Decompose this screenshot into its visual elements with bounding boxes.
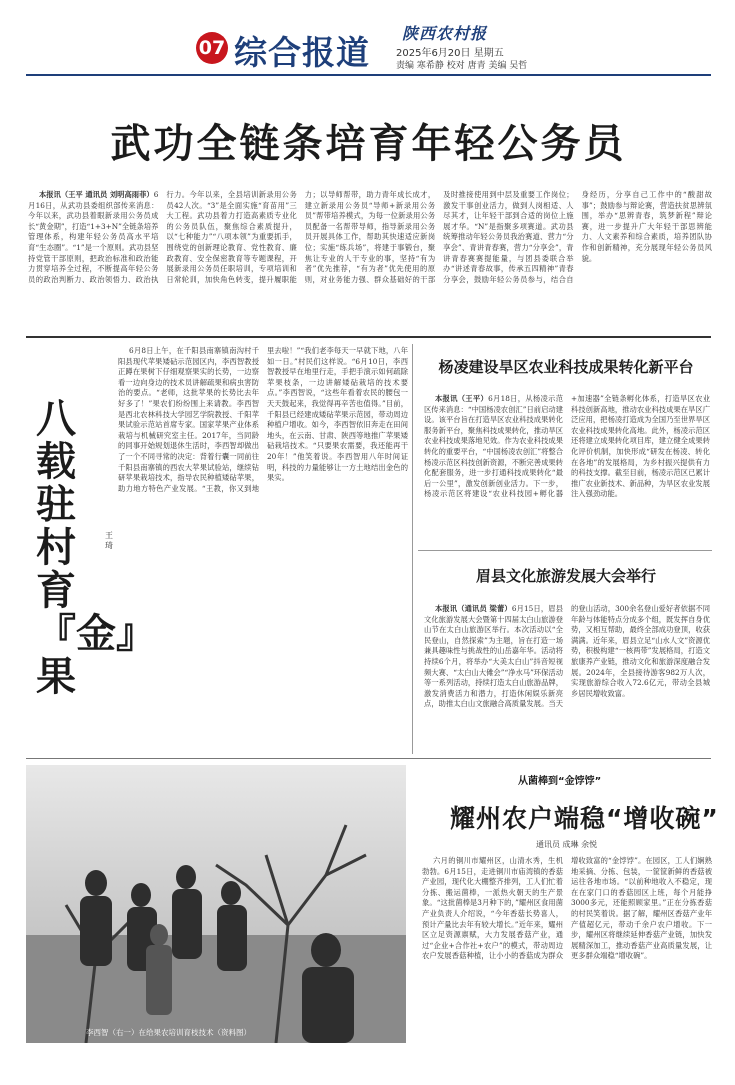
page-number-badge <box>196 32 228 64</box>
divider-right-1 <box>418 550 712 551</box>
yaozhou-body-text: 六月的铜川市耀州区，山清水秀，生机勃勃。6月15日，走进铜川市庙湾镇的香菇产业园，现代化大棚整齐排列，工人们忙着分拣、搬运菌棒，一派热火朝天的生产景象。“这批菌棒是3月种下的，”耀州区食用菌产业负责人介绍说，“今年香菇长势喜人，预计产量比去年有较大增长。”近年来，耀州区立足资源禀赋，大力发展香菇产业，通过“企业+合作社+农户”的模式，带动周边农户发展香菇种植，让小小的香菇成为群众增收致富的“金饽饽”。在园区，工人们娴熟地采摘、分拣、包装，一筐筐新鲜的香菇被运往各地市场。“以前种地收入不稳定，现在在家门口的香菇园区上班，每个月能挣3000多元，还能照顾家里。”正在分拣香菇的村民笑着说。据了解，耀州区香菇产业年产值超亿元，带动千余户农户增收。下一步，耀州区将继续延伸香菇产业链，加快发展精深加工，推动香菇产业高质量发展，让更多群众端稳“增收碗”。 <box>422 856 712 961</box>
lead-byline: 本报讯（王平 通讯员 刘明高雨菲） <box>38 190 154 199</box>
photo-caption: 李西智（右一）在给果农培训育枝技术（资料图） <box>86 1028 251 1037</box>
yangling-article-body <box>424 394 710 542</box>
paper-name-logo: 陕西农村报 <box>402 24 488 43</box>
date-line: 2025年6月20日 星期五 <box>396 48 504 59</box>
news-photo <box>26 765 406 1043</box>
editors-line: 责编 寒希静 校对 唐青 美编 吴哲 <box>396 61 528 71</box>
masthead-rule <box>26 74 711 76</box>
orchard-training-photo <box>26 765 406 1043</box>
yangling-byline: 本报讯（王平） <box>434 394 489 403</box>
yaozhou-headline: 耀州农户端稳“增收碗” <box>450 804 719 833</box>
yaozhou-kicker: 从菌棒到“金饽饽” <box>518 776 602 787</box>
yaozhou-article-body <box>422 856 712 1066</box>
meixian-byline: 本报讯（通讯员 梁蕾） <box>434 604 512 613</box>
meixian-body-text: 6月15日，眉县文化旅游发展大会暨第十四届太白山旅游登山节在太白山旅游区举行。本次活动以“全民登山，自然探索”为主题，旨在打造一场兼具趣味性与挑战性的山岳嘉年华。活动将持续6个月，将举办“大美太白山”抖音短视频大赛、“太白山大傩会”“净水马”环保活动等一系列活动，持续打造太白山旅游品牌，激发消费活力和潜力，打造休闲娱乐新亮点，助推太白山文旅融合高质量发展。当天的登山活动，300余名登山爱好者依据不同年龄与体能特点分成多个组，既发挥自身优势，又相互帮助，最终全部成功登顶，收获满满。近年来，眉县立足“山水人文”资源优势，积极构建“一核两带”发展格局，打造文旅康养产业链，推动文化和旅游深度融合发展。2024年，全县接待游客982万人次，实现旅游综合收入72.6亿元，带动全县城乡居民增收致富。 <box>424 604 710 709</box>
feature-article-body <box>118 346 408 748</box>
yangling-body-text: 6月18日，从杨凌示范区传来消息：“中国杨凌农创汇”日前启动建设。该平台旨在打造旱区农业科技成果转化服务新平台，聚焦科技成果转化，推动旱区农业科技成果落地见效。作为农业科技成果转化的重要平台，“中国杨凌农创汇”将整合杨凌示范区科技创新资源，不断完善成果转化配套服务，进一步打通科技成果转化“最后一公里”，激发创新创业活力。下一步，杨凌示范区将建设“农业科技园+孵化器+加速器”全链条孵化体系，打造旱区农业科技创新高地，推动农业科技成果在旱区广泛应用，把杨凌打造成为全国乃至世界旱区农业科技成果转化高地。此外，杨凌示范区还将建立成果转化项目库，建立健全成果转化评价机制，加快形成“研发在杨凌、转化在各地”的发展格局，为乡村振兴提供有力的科技支撑。截至目前，杨凌示范区已累计推广农业新技术、新品种，为旱区农业发展注入强劲动能。 <box>424 394 710 499</box>
section-divider <box>26 336 711 338</box>
feature-body-text: 6月8日上午，在千阳县南寨镇南沟村千阳县现代苹果矮砧示范园区内，李西智教授正蹲在果树下仔细观察果实的长势，一边察看一边向身边的技术员讲解疏果和病虫害防治的要点。“老师，这批苹果的长势比去年好多了！”果农们纷纷围上来请教。李西智是西北农林科技大学园艺学院教授、千阳苹果试验示范站首席专家。国家苹果产业体系栽培与机械研究室主任。2017年，当同龄的同事开始规划退休生活时，李西智却做出了一个不同寻常的决定：背着行囊一同前往千阳县南寨镇的西农大苹果试验站，继续钻研苹果栽培技术，指导农民种植矮砧苹果，助力地方特色产业发展。“王教，你又到地里去啦！”“我们老李每天一早就下地，八年如一日。”村民们这样说。“6月10日，李西智教授早在地里行走，手把手演示如何疏除苹果枝条，一边讲解矮砧栽培的技术要点。”李西智说，“这些年看着农民的腰包一天天鼓起来，我觉得再辛苦也值得。”目前，千阳县已经建成矮砧苹果示范园，带动周边种植户增收。如今，李西智依旧奔走在田间地头，在云南、甘肃、陕西等地推广苹果矮砧栽培技术。“只要果农需要，我还能再干20年！”他笑着说。李西智用八年时间证明，科技的力量能够让一方土地结出金色的果实。 <box>118 346 408 493</box>
page-number: 07 <box>198 37 226 59</box>
meixian-article-body <box>424 604 710 750</box>
section-title: 综合报道 <box>234 33 370 72</box>
masthead <box>0 0 735 70</box>
lead-headline: 武功全链条培育年轻公务员 <box>110 121 627 167</box>
lead-body-text: 6月16日，从武功县委组织部传来消息：今年以来，武功县着眼新录用公务员成长“黄金期”，打造“1+3+N”全链条培养管理体系，构建年轻公务员高水平培育“生态圈”。“1”是一个原则。武功县坚持党管干部原则，把政治标准和政治能力贯穿培养全过程，不断提高年轻公务员的政治判断力、政治领悟力、政治执行力。今年以来，全县培训新录用公务员42人次。“3”是全面实施“育苗用”三大工程。武功县着力打造高素质专业化的公务员队伍，聚焦综合素质提升，以“七种能力”“八项本领”为重要抓手，围绕党的创新理论教育、党性教育、廉政教育、安全保密教育等专题课程，开展新录用公务员任职培训，专项培训和日常轮训，加快角色转变，提升履职能力；以导师帮带，助力青年成长成才，建立新录用公务员“导师+新录用公务员”帮带培养模式，为每一位新录用公务员配备一名帮带导师，指导新录用公务员开展具体工作，帮助其快速适应新岗位；实施“练兵场”，将建于事锻台，聚焦让专业的人干专业的事，坚持“有为者”优先推荐，“有为者”优先使用的原则，对业务能力强、群众基础好的干部及时推接使用到中层及重要工作岗位；激发干事创业活力，做到人岗相适、人尽其才，让年轻干部到合适的岗位上施展才华。“N”是指聚多项赛道。武功县统筹推动年轻公务员我治赛道、营力“分享会”、青讲青春赛，营力“分享会”，青讲青春赛赛提能量，与团县委联合举办“讲述青春故事，传承五四精神”青春分享会，鼓励年轻公务员参与，结合自身经历，分享自己工作中的“酸甜故事”；鼓励参与辩论赛，营造扶贫思辨氛围，举办“思辨青春，筑梦新程”辩论赛，进一步提升广大年轻干部思辨能力、人文素养和综合素质，培养团队协作和创新精神，充分展现年轻公务员风貌。 <box>28 190 712 284</box>
meixian-headline: 眉县文化旅游发展大会举行 <box>475 567 656 585</box>
yangling-headline: 杨凌建设旱区农业科技成果转化新平台 <box>438 358 694 376</box>
section-divider-2 <box>26 758 711 759</box>
feature-byline: 王琦 <box>105 531 113 550</box>
yaozhou-byline: 通讯员 成琳 余悦 <box>536 840 598 849</box>
feature-headline: 八载驻村育『金』果 <box>36 396 156 700</box>
column-divider <box>412 344 413 754</box>
lead-article-body <box>28 190 712 328</box>
